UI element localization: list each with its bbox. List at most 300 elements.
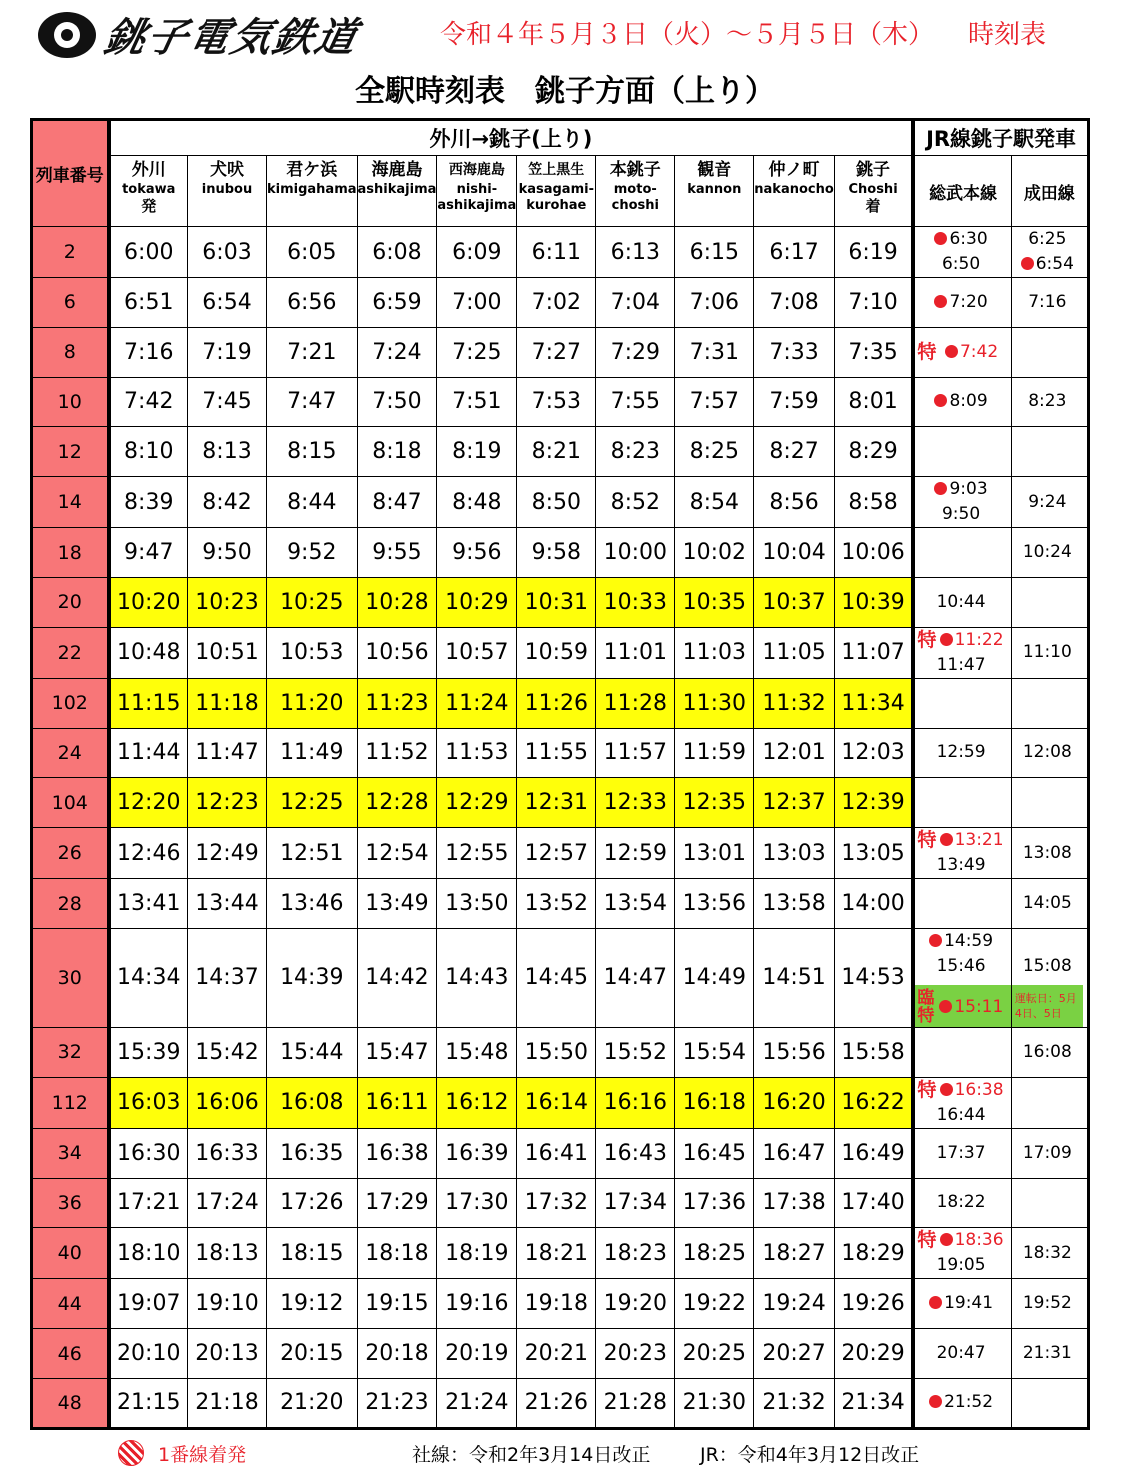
table-row (32, 427, 1089, 477)
time-cell: 16:06 (188, 1077, 267, 1128)
time-cell: 11:20 (267, 678, 358, 728)
station-header (675, 156, 754, 227)
time-cell: 6:13 (596, 227, 675, 278)
time-cell: 16:33 (188, 1128, 267, 1178)
time-cell: 16:47 (754, 1128, 835, 1178)
time-cell: 14:51 (754, 928, 835, 1027)
limited-express-mark: 特 (917, 628, 937, 651)
time-cell: 12:49 (188, 828, 267, 879)
time-cell: 17:24 (188, 1178, 267, 1228)
jr-time: 7:16 (1028, 291, 1067, 312)
timetable (30, 118, 1090, 1430)
jr-sobu-cell (913, 528, 1011, 578)
time-cell: 7:02 (517, 278, 596, 328)
time-cell: 12:39 (834, 778, 913, 828)
time-cell: 7:50 (357, 377, 437, 427)
time-cell: 15:50 (517, 1027, 596, 1077)
jr-departure (915, 853, 1007, 878)
jr-time: 12:59 (936, 742, 986, 763)
station-header (267, 156, 358, 227)
train-number: 8 (32, 327, 109, 377)
jr-time: 9:50 (941, 504, 981, 525)
platform-1-dot-icon (940, 1083, 953, 1096)
platform-1-marker-icon (118, 1440, 144, 1466)
time-cell: 13:46 (267, 879, 358, 929)
time-cell: 7:53 (517, 377, 596, 427)
jr-time: 11:47 (936, 654, 986, 675)
time-cell: 11:55 (517, 728, 596, 778)
table-row (32, 928, 1089, 1027)
time-cell: 14:34 (109, 928, 188, 1027)
jr-time: 18:36 (954, 1230, 1004, 1251)
table-row (32, 728, 1089, 778)
jr-departure (915, 1341, 1007, 1366)
time-cell: 10:59 (517, 627, 596, 678)
station-name-en: nakanocho (754, 182, 834, 197)
jr-departure (1012, 252, 1083, 277)
train-number: 20 (32, 577, 109, 627)
special-time-text: 15:11 (954, 996, 1004, 1017)
train-number: 44 (32, 1279, 109, 1329)
time-cell: 11:49 (267, 728, 358, 778)
limited-express-mark: 特 (917, 829, 937, 852)
time-cell: 19:12 (267, 1279, 358, 1329)
time-cell: 16:12 (437, 1077, 517, 1128)
time-cell: 9:50 (188, 528, 267, 578)
time-cell: 15:54 (675, 1027, 754, 1077)
time-cell: 9:56 (437, 528, 517, 578)
table-row (32, 477, 1089, 528)
time-cell: 12:46 (109, 828, 188, 879)
jr-narita-cell (1011, 577, 1088, 627)
limited-express-mark: 特 (917, 1078, 937, 1101)
time-cell: 6:54 (188, 278, 267, 328)
train-number: 112 (32, 1077, 109, 1128)
time-cell: 10:20 (109, 577, 188, 627)
time-cell: 14:47 (596, 928, 675, 1027)
station-header-row (32, 156, 1089, 227)
jr-departure (1012, 841, 1083, 866)
platform-1-dot-icon (929, 1296, 942, 1309)
time-cell: 18:29 (834, 1228, 913, 1279)
jr-departure (915, 1253, 1007, 1278)
time-cell: 7:31 (675, 327, 754, 377)
time-cell: 20:29 (834, 1329, 913, 1379)
station-name-en: nishi-ashikajima (437, 182, 517, 213)
time-cell: 13:01 (675, 828, 754, 879)
time-cell: 11:03 (675, 627, 754, 678)
time-cell: 8:18 (357, 427, 437, 477)
time-cell: 13:58 (754, 879, 835, 929)
jr-narita-cell (1011, 528, 1088, 578)
jr-sobu-cell (913, 1329, 1011, 1379)
jr-time: 6:54 (1035, 254, 1074, 274)
time-cell: 11:44 (109, 728, 188, 778)
limited-express-mark: 特 (917, 1229, 937, 1252)
train-number: 36 (32, 1178, 109, 1228)
jr-sobu-cell (913, 728, 1011, 778)
jr-sobu-cell (913, 828, 1011, 879)
station-name-jp: 笠上黒生 (528, 162, 585, 178)
time-cell: 12:33 (596, 778, 675, 828)
time-cell: 13:49 (357, 879, 437, 929)
time-cell: 13:44 (188, 879, 267, 929)
jr-narita-cell (1011, 227, 1088, 278)
jr-sobu-cell (913, 1077, 1011, 1128)
platform-1-dot-icon (945, 345, 958, 358)
time-cell: 16:20 (754, 1077, 835, 1128)
jr-time: 17:37 (936, 1142, 986, 1163)
time-cell: 19:15 (357, 1279, 437, 1329)
jr-sobu-cell (913, 577, 1011, 627)
time-cell: 10:51 (188, 627, 267, 678)
time-cell: 6:59 (357, 278, 437, 328)
jr-narita-cell (1011, 1329, 1088, 1379)
jr-departure (915, 477, 1007, 502)
station-header (109, 156, 188, 227)
jr-departure (1012, 891, 1083, 916)
time-cell: 7:47 (267, 377, 358, 427)
train-number: 26 (32, 828, 109, 879)
time-cell: 6:19 (834, 227, 913, 278)
train-number: 18 (32, 528, 109, 578)
jr-time: 7:20 (949, 291, 988, 312)
page-title: 全駅時刻表 銚子方面（上り） (355, 74, 775, 109)
jr-time: 13:49 (936, 855, 986, 876)
train-number: 28 (32, 879, 109, 929)
time-cell: 7:21 (267, 327, 358, 377)
time-cell: 17:38 (754, 1178, 835, 1228)
table-row (32, 678, 1089, 728)
time-cell: 19:10 (188, 1279, 267, 1329)
jr-departure (915, 740, 1007, 765)
time-cell: 6:09 (437, 227, 517, 278)
time-cell: 13:52 (517, 879, 596, 929)
time-cell: 14:00 (834, 879, 913, 929)
jr-time: 14:59 (944, 930, 994, 951)
jr-time: 16:08 (1022, 1041, 1072, 1062)
time-cell: 21:28 (596, 1378, 675, 1428)
station-header (596, 156, 675, 227)
time-cell: 15:47 (357, 1027, 437, 1077)
jr-time: 15:46 (936, 955, 986, 976)
time-cell: 12:55 (437, 828, 517, 879)
time-cell: 11:18 (188, 678, 267, 728)
limited-express-mark: 特 (917, 340, 937, 363)
time-cell: 15:39 (109, 1027, 188, 1077)
jr-narita-cell (1011, 377, 1088, 427)
time-cell: 11:57 (596, 728, 675, 778)
time-cell: 19:20 (596, 1279, 675, 1329)
time-cell: 18:10 (109, 1228, 188, 1279)
station-name-jp: 君ケ浜 (286, 160, 338, 180)
train-number: 12 (32, 427, 109, 477)
time-cell: 12:28 (357, 778, 437, 828)
time-cell: 11:23 (357, 678, 437, 728)
special-note: 運転日：5月4日、5日 (1011, 985, 1083, 1028)
jr-time: 12:08 (1022, 742, 1072, 763)
time-cell: 11:34 (834, 678, 913, 728)
time-cell: 14:43 (437, 928, 517, 1027)
revision-note-jr: JR：令和4年3月12日改正 (700, 1444, 920, 1466)
jr-departure (1012, 227, 1083, 252)
time-cell: 7:35 (834, 327, 913, 377)
time-cell: 8:25 (675, 427, 754, 477)
jr-departure (1012, 1141, 1083, 1166)
jr-time: 18:22 (936, 1192, 986, 1213)
jr-time: 8:23 (1028, 391, 1067, 412)
time-cell: 8:44 (267, 477, 358, 528)
table-row (32, 1027, 1089, 1077)
time-cell: 21:34 (834, 1378, 913, 1428)
jr-narita-cell (1011, 879, 1088, 929)
train-number: 24 (32, 728, 109, 778)
time-cell: 11:59 (675, 728, 754, 778)
special-label: 臨特 (917, 987, 935, 1026)
jr-departure (1012, 540, 1083, 565)
station-header (437, 156, 517, 227)
jr-narita-cell (1011, 427, 1088, 477)
time-cell: 19:18 (517, 1279, 596, 1329)
logo (38, 6, 363, 63)
time-cell: 18:18 (357, 1228, 437, 1279)
time-cell: 12:59 (596, 828, 675, 879)
time-cell: 8:13 (188, 427, 267, 477)
time-cell: 10:35 (675, 577, 754, 627)
time-cell: 8:54 (675, 477, 754, 528)
time-cell: 11:07 (834, 627, 913, 678)
time-cell: 16:14 (517, 1077, 596, 1128)
jr-departure (1012, 1341, 1083, 1366)
time-cell: 16:30 (109, 1128, 188, 1178)
jr-sobu-cell (913, 1128, 1011, 1178)
jr-line-header: 総武本線 (913, 156, 1011, 227)
time-cell: 12:31 (517, 778, 596, 828)
time-cell: 10:04 (754, 528, 835, 578)
time-cell: 9:55 (357, 528, 437, 578)
time-cell: 10:48 (109, 627, 188, 678)
platform-1-dot-icon (940, 1233, 953, 1246)
time-cell: 20:19 (437, 1329, 517, 1379)
jr-sobu-cell (913, 1178, 1011, 1228)
jr-departure (915, 628, 1007, 653)
table-row (32, 778, 1089, 828)
jr-departure (1012, 1291, 1083, 1316)
jr-departure (915, 1390, 1007, 1415)
station-header (754, 156, 835, 227)
time-cell: 16:39 (437, 1128, 517, 1178)
time-cell: 8:21 (517, 427, 596, 477)
jr-departure (915, 1190, 1007, 1215)
time-cell: 8:52 (596, 477, 675, 528)
time-cell: 6:00 (109, 227, 188, 278)
platform-1-dot-icon (940, 633, 953, 646)
time-cell: 12:01 (754, 728, 835, 778)
time-cell: 10:02 (675, 528, 754, 578)
jr-narita-cell (1011, 678, 1088, 728)
time-cell: 8:58 (834, 477, 913, 528)
time-cell: 21:32 (754, 1378, 835, 1428)
jr-departure (1012, 954, 1083, 979)
time-cell: 13:56 (675, 879, 754, 929)
time-cell: 7:57 (675, 377, 754, 427)
time-cell: 7:33 (754, 327, 835, 377)
company-emblem-icon (38, 12, 96, 58)
time-cell: 11:28 (596, 678, 675, 728)
time-cell: 18:23 (596, 1228, 675, 1279)
time-cell: 10:23 (188, 577, 267, 627)
jr-time: 6:25 (1028, 229, 1067, 249)
time-cell: 20:25 (675, 1329, 754, 1379)
time-cell: 21:20 (267, 1378, 358, 1428)
time-cell: 17:40 (834, 1178, 913, 1228)
time-cell: 17:34 (596, 1178, 675, 1228)
time-cell: 11:26 (517, 678, 596, 728)
time-cell: 6:05 (267, 227, 358, 278)
jr-time: 8:09 (949, 391, 988, 412)
train-number: 30 (32, 928, 109, 1027)
jr-sobu-cell (913, 477, 1011, 528)
jr-time: 21:52 (944, 1392, 994, 1413)
time-cell: 7:55 (596, 377, 675, 427)
train-number: 32 (32, 1027, 109, 1077)
time-cell: 11:15 (109, 678, 188, 728)
jr-narita-cell (1011, 1178, 1088, 1228)
time-cell: 19:07 (109, 1279, 188, 1329)
time-cell: 13:41 (109, 879, 188, 929)
time-cell: 21:30 (675, 1378, 754, 1428)
time-cell: 12:54 (357, 828, 437, 879)
time-cell: 15:44 (267, 1027, 358, 1077)
time-cell: 8:19 (437, 427, 517, 477)
jr-departure (1012, 740, 1083, 765)
station-header (517, 156, 596, 227)
jr-time: 19:05 (936, 1255, 986, 1276)
train-number: 40 (32, 1228, 109, 1279)
jr-departure (915, 389, 1007, 414)
train-number: 48 (32, 1378, 109, 1428)
time-cell: 8:56 (754, 477, 835, 528)
jr-narita-cell (1011, 327, 1088, 377)
platform-1-dot-icon (929, 934, 942, 947)
jr-departure (1012, 1241, 1083, 1266)
jr-time: 17:09 (1022, 1142, 1072, 1163)
train-number: 34 (32, 1128, 109, 1178)
time-cell: 7:45 (188, 377, 267, 427)
time-cell: 7:10 (834, 278, 913, 328)
table-row (32, 528, 1089, 578)
table-row (32, 227, 1089, 278)
jr-narita-cell (1011, 1027, 1088, 1077)
time-cell: 7:08 (754, 278, 835, 328)
time-cell: 16:22 (834, 1077, 913, 1128)
time-cell: 20:10 (109, 1329, 188, 1379)
jr-sobu-cell (913, 928, 1011, 1027)
time-cell: 6:08 (357, 227, 437, 278)
train-number: 14 (32, 477, 109, 528)
platform-1-dot-icon (934, 295, 947, 308)
jr-sobu-cell (913, 1378, 1011, 1428)
jr-narita-cell (1011, 278, 1088, 328)
jr-departure (915, 1228, 1007, 1253)
time-cell: 15:52 (596, 1027, 675, 1077)
time-cell: 17:21 (109, 1178, 188, 1228)
table-row (32, 1178, 1089, 1228)
jr-departure (915, 502, 1007, 527)
time-cell: 8:47 (357, 477, 437, 528)
jr-time: 10:24 (1022, 542, 1072, 563)
table-row (32, 377, 1089, 427)
time-cell: 11:05 (754, 627, 835, 678)
time-cell: 13:54 (596, 879, 675, 929)
jr-time: 6:50 (941, 254, 981, 274)
platform-1-dot-icon (1021, 257, 1034, 270)
jr-time: 16:44 (936, 1104, 986, 1125)
time-cell: 17:36 (675, 1178, 754, 1228)
time-cell: 8:29 (834, 427, 913, 477)
table-row (32, 879, 1089, 929)
time-cell: 16:41 (517, 1128, 596, 1178)
jr-departure (915, 1078, 1007, 1103)
jr-time: 9:24 (1028, 491, 1067, 512)
jr-departure (915, 227, 1007, 252)
jr-sobu-cell (913, 678, 1011, 728)
time-cell: 16:35 (267, 1128, 358, 1178)
station-name-jp: 観音 (697, 160, 732, 180)
time-cell: 20:27 (754, 1329, 835, 1379)
station-name-jp: 海鹿島 (371, 160, 423, 180)
table-row (32, 327, 1089, 377)
table-row (32, 278, 1089, 328)
time-cell: 14:45 (517, 928, 596, 1027)
jr-departure (915, 653, 1007, 678)
time-cell: 16:18 (675, 1077, 754, 1128)
date-range (440, 14, 1046, 51)
station-name-en: inubou (201, 182, 253, 197)
time-cell: 20:15 (267, 1329, 358, 1379)
time-cell: 9:58 (517, 528, 596, 578)
table-row (32, 577, 1089, 627)
jr-time: 18:32 (1022, 1242, 1072, 1263)
time-cell: 18:21 (517, 1228, 596, 1279)
jr-narita-cell (1011, 778, 1088, 828)
time-cell: 10:31 (517, 577, 596, 627)
jr-narita-cell (1011, 828, 1088, 879)
time-cell: 10:53 (267, 627, 358, 678)
jr-line-header: 成田線 (1011, 156, 1088, 227)
station-name-en: Choshi (848, 182, 898, 197)
time-cell: 6:51 (109, 278, 188, 328)
platform-1-dot-icon (934, 482, 947, 495)
jr-time: 11:22 (954, 629, 1004, 650)
time-cell: 12:57 (517, 828, 596, 879)
time-cell: 11:32 (754, 678, 835, 728)
header (0, 0, 1130, 120)
time-cell: 11:52 (357, 728, 437, 778)
train-no-header: 列車番号 (32, 120, 109, 227)
jr-departure (915, 590, 1007, 615)
time-cell: 13:03 (754, 828, 835, 879)
table-row (32, 1279, 1089, 1329)
time-cell: 14:49 (675, 928, 754, 1027)
jr-time: 19:52 (1022, 1293, 1072, 1314)
jr-narita-cell (1011, 928, 1088, 1027)
time-cell: 20:21 (517, 1329, 596, 1379)
time-cell: 7:06 (675, 278, 754, 328)
table-row (32, 828, 1089, 879)
time-cell: 7:00 (437, 278, 517, 328)
jr-time: 11:10 (1022, 642, 1072, 663)
